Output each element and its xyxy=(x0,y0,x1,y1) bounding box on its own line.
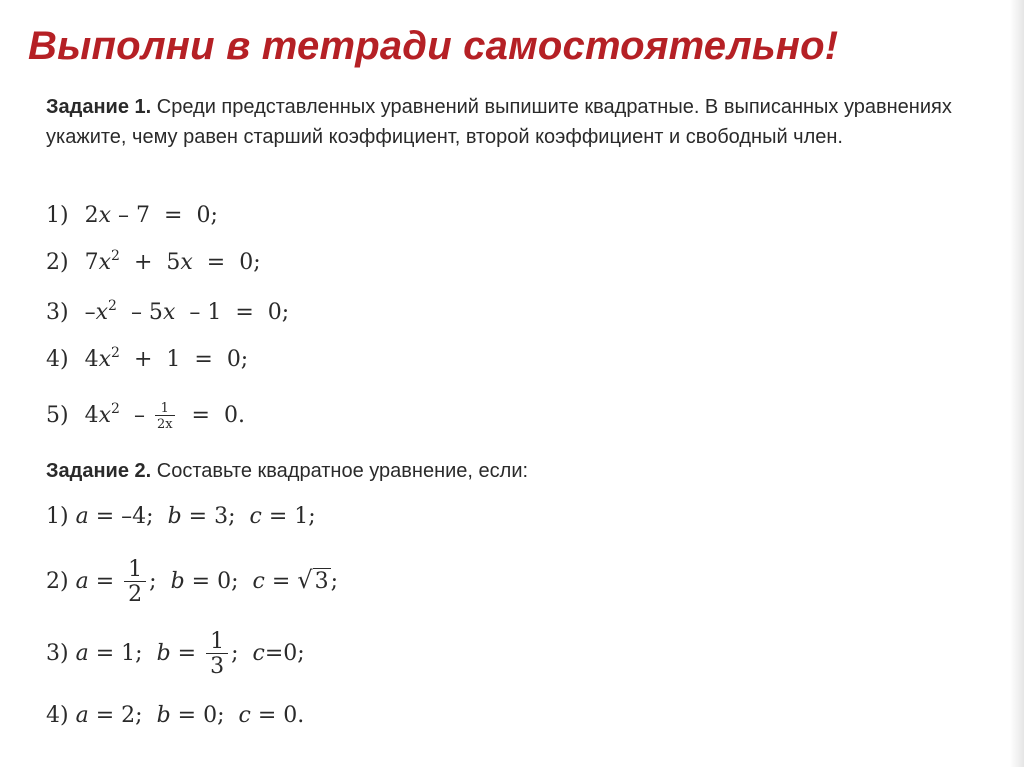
task1-equation-1: 1) 2x – 7 = 0; xyxy=(46,203,218,228)
fraction-1-over-2x: $\frac{1}{2x}$ xyxy=(156,400,173,432)
task2-item-4: 4) a = 2; b = 0; c = 0. xyxy=(46,703,305,728)
fraction-1-over-3: $\frac{1}{3}$ xyxy=(206,631,228,678)
task1-text: Среди представленных уравнений выпишите квадратные. В выписанных уравнениях укажите, чему равен старший коэффициент, второй коэффициент и свободный член. xyxy=(46,96,952,148)
fraction-1-over-2: $\frac{1}{2}$ xyxy=(124,559,146,606)
task1-equation-5: 5) $4x^2$ – $\frac{1}{2x}$ = 0. xyxy=(46,400,245,432)
task1-label: Задание 1. xyxy=(46,96,152,118)
task2-text: Составьте квадратное уравнение, если: xyxy=(156,460,529,482)
task1-description xyxy=(46,92,976,152)
task1-equation-2: 2) $7x^2 + 5x = 0$; xyxy=(46,248,261,275)
task2-item-2: 2) a = $\frac{1}{2}$ ; b = 0; c = √3; xyxy=(46,548,338,612)
task1-equation-4: 4) $4x^2 + 1 = 0$; xyxy=(46,345,249,372)
task2-label: Задание 2. xyxy=(46,460,152,482)
task2-item-3: 3) a = 1; b = $\frac{1}{3}$ ; c=0; xyxy=(46,628,305,679)
radical-sign-icon: √ xyxy=(297,566,313,594)
square-root: √3 xyxy=(297,566,329,594)
task2-description xyxy=(46,456,976,486)
task2-item-1: 1) a = –4; b = 3; c = 1; xyxy=(46,504,316,529)
slide-edge-shadow xyxy=(1010,0,1024,767)
task1-equation-3: 3) $-x^2 - 5x - 1 = 0$; xyxy=(46,298,290,325)
page-title: Выполни в тетради самостоятельно! xyxy=(28,24,839,68)
